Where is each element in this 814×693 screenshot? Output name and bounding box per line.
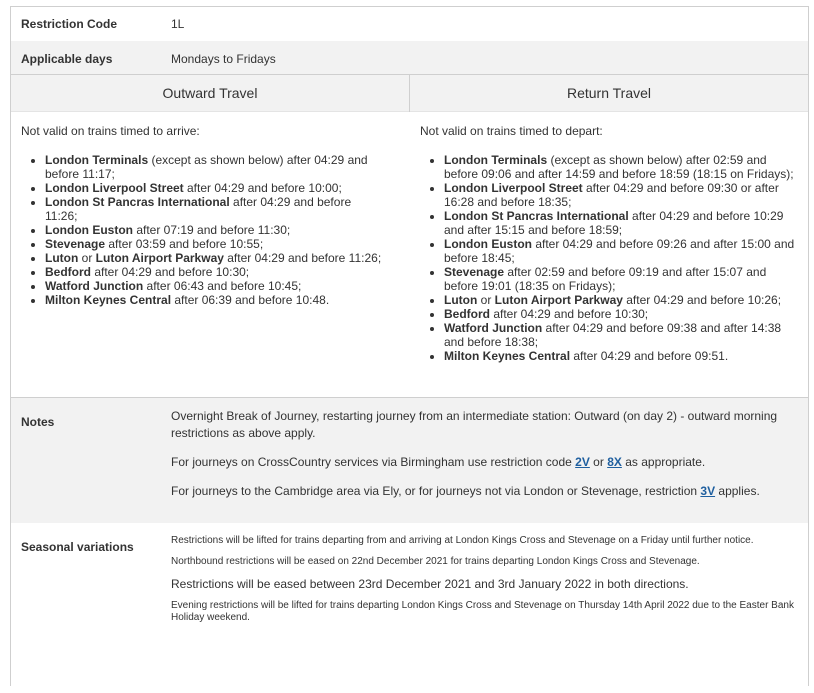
notes-label: Notes xyxy=(21,415,55,429)
restriction-code-row xyxy=(11,7,808,41)
time-window: after 03:59 and before 10:55; xyxy=(105,237,264,251)
notes-text-segment: For journeys on CrossCountry services via Birmingham use restriction code xyxy=(171,455,576,469)
outward-list xyxy=(21,153,386,307)
station-name: Milton Keynes Central xyxy=(444,349,571,363)
travel-restrictions-row xyxy=(11,112,808,398)
station-name: Milton Keynes Central xyxy=(45,293,172,307)
list-item xyxy=(45,265,386,279)
station-name: Stevenage xyxy=(45,237,106,251)
time-window: after 04:29 and before 10:26; xyxy=(622,293,782,307)
station-name: London Terminals xyxy=(45,153,149,167)
seasonal-text xyxy=(171,535,801,633)
station-name: Bedford xyxy=(45,265,91,279)
station-name: London Terminals xyxy=(444,153,548,167)
station-name: Luton xyxy=(45,251,79,265)
time-window: after 06:43 and before 10:45; xyxy=(143,279,302,293)
time-window: after 04:29 and before 11:26; xyxy=(223,251,382,265)
station-name: Watford Junction xyxy=(45,279,144,293)
notes-paragraph xyxy=(171,454,796,471)
list-item xyxy=(45,223,386,237)
notes-row xyxy=(11,398,808,523)
station-name: London St Pancras International xyxy=(444,209,629,223)
station-name: London Liverpool Street xyxy=(444,181,583,195)
list-item xyxy=(45,279,386,293)
notes-text-segment: as appropriate. xyxy=(621,455,706,469)
list-item xyxy=(444,153,800,181)
list-item xyxy=(444,321,800,349)
notes-text-segment: or xyxy=(589,455,608,469)
seasonal-variations-row xyxy=(11,523,808,693)
list-item xyxy=(444,293,800,307)
station-name: London Liverpool Street xyxy=(45,181,184,195)
time-window: (except as shown below) after 04:29 and before 11:17; xyxy=(45,153,368,181)
list-item xyxy=(444,237,800,265)
list-item xyxy=(444,349,800,363)
time-window: after 04:29 and before 09:26 and after 15:00 and before 18:45; xyxy=(444,237,795,265)
restriction-link-3v[interactable]: 3V xyxy=(700,484,716,498)
list-item xyxy=(45,153,386,181)
station-name: London St Pancras International xyxy=(45,195,230,209)
restriction-table xyxy=(10,6,809,686)
seasonal-label: Seasonal variations xyxy=(21,540,134,554)
applicable-days-value: Mondays to Fridays xyxy=(171,52,276,66)
list-item xyxy=(444,265,800,293)
time-window: after 04:29 and before 09:30 or after 16:28 and before 18:35; xyxy=(444,181,779,209)
station-connector: or xyxy=(78,251,96,265)
station-name: London Euston xyxy=(444,237,532,251)
time-window: after 04:29 and before 10:29 and after 15:15 and before 18:59; xyxy=(444,209,784,237)
list-item xyxy=(444,209,800,237)
seasonal-paragraph: Northbound restrictions will be eased on 22nd December 2021 for trains departing London Kings Cross and Stevenage. xyxy=(171,556,700,567)
list-item xyxy=(45,293,386,307)
notes-text-segment: applies. xyxy=(715,484,760,498)
return-intro: Not valid on trains timed to depart: xyxy=(420,124,603,138)
list-item xyxy=(45,237,386,251)
station-name: Luton Airport Parkway xyxy=(95,251,224,265)
outward-travel-heading: Outward Travel xyxy=(162,85,258,101)
notes-paragraph: Overnight Break of Journey, restarting journey from an intermediate station: Outward (on day 2) - outward morning restrictions as above apply. xyxy=(171,409,778,440)
travel-header-row xyxy=(11,75,808,112)
notes-paragraph xyxy=(171,483,796,500)
station-name: London Euston xyxy=(45,223,133,237)
outward-intro: Not valid on trains timed to arrive: xyxy=(21,124,200,138)
restriction-code-value: 1L xyxy=(171,17,185,31)
station-name: Luton Airport Parkway xyxy=(494,293,623,307)
time-window: after 04:29 and before 10:30; xyxy=(490,307,649,321)
station-connector: or xyxy=(477,293,495,307)
return-list xyxy=(420,153,800,363)
restriction-code-label: Restriction Code xyxy=(21,17,118,31)
notes-text xyxy=(171,408,796,512)
station-name: Stevenage xyxy=(444,265,505,279)
list-item xyxy=(444,307,800,321)
station-name: Watford Junction xyxy=(444,321,543,335)
applicable-days-row xyxy=(11,41,808,75)
outward-column xyxy=(21,124,386,307)
time-window: after 04:29 and before 09:51. xyxy=(570,349,729,363)
time-window: after 06:39 and before 10:48. xyxy=(171,293,330,307)
notes-text-segment: For journeys to the Cambridge area via Ely, or for journeys not via London or Stevenage, restriction xyxy=(171,484,701,498)
time-window: after 04:29 and before 09:38 and after 14:38 and before 18:38; xyxy=(444,321,782,349)
restriction-link-2v[interactable]: 2V xyxy=(575,455,590,469)
list-item xyxy=(45,181,386,195)
time-window: (except as shown below) after 02:59 and before 09:06 and after 14:59 and before 18:59 (18:15 on Fridays); xyxy=(444,153,794,181)
seasonal-paragraph: Evening restrictions will be lifted for trains departing London Kings Cross and Stevenage on Thursday 14th April 2022 due to the Easter Bank Holiday weekend. xyxy=(171,600,794,623)
time-window: after 02:59 and before 09:19 and after 15:07 and before 19:01 (18:35 on Fridays); xyxy=(444,265,767,293)
station-name: Luton xyxy=(444,293,478,307)
list-item xyxy=(45,251,386,265)
station-name: Bedford xyxy=(444,307,490,321)
return-travel-heading: Return Travel xyxy=(566,85,652,101)
time-window: after 04:29 and before 11:26; xyxy=(45,195,352,223)
seasonal-paragraph: Restrictions will be lifted for trains departing from and arriving at London Kings Cross and Stevenage on a Friday until further notice. xyxy=(171,535,754,546)
list-item xyxy=(45,195,386,223)
applicable-days-label: Applicable days xyxy=(21,52,113,66)
time-window: after 04:29 and before 10:30; xyxy=(91,265,250,279)
return-column xyxy=(420,124,800,363)
list-item xyxy=(444,181,800,209)
restriction-link-8x[interactable]: 8X xyxy=(607,455,622,469)
time-window: after 04:29 and before 10:00; xyxy=(183,181,342,195)
seasonal-paragraph: Restrictions will be eased between 23rd December 2021 and 3rd January 2022 in both directions. xyxy=(171,577,689,591)
time-window: after 07:19 and before 11:30; xyxy=(132,223,291,237)
